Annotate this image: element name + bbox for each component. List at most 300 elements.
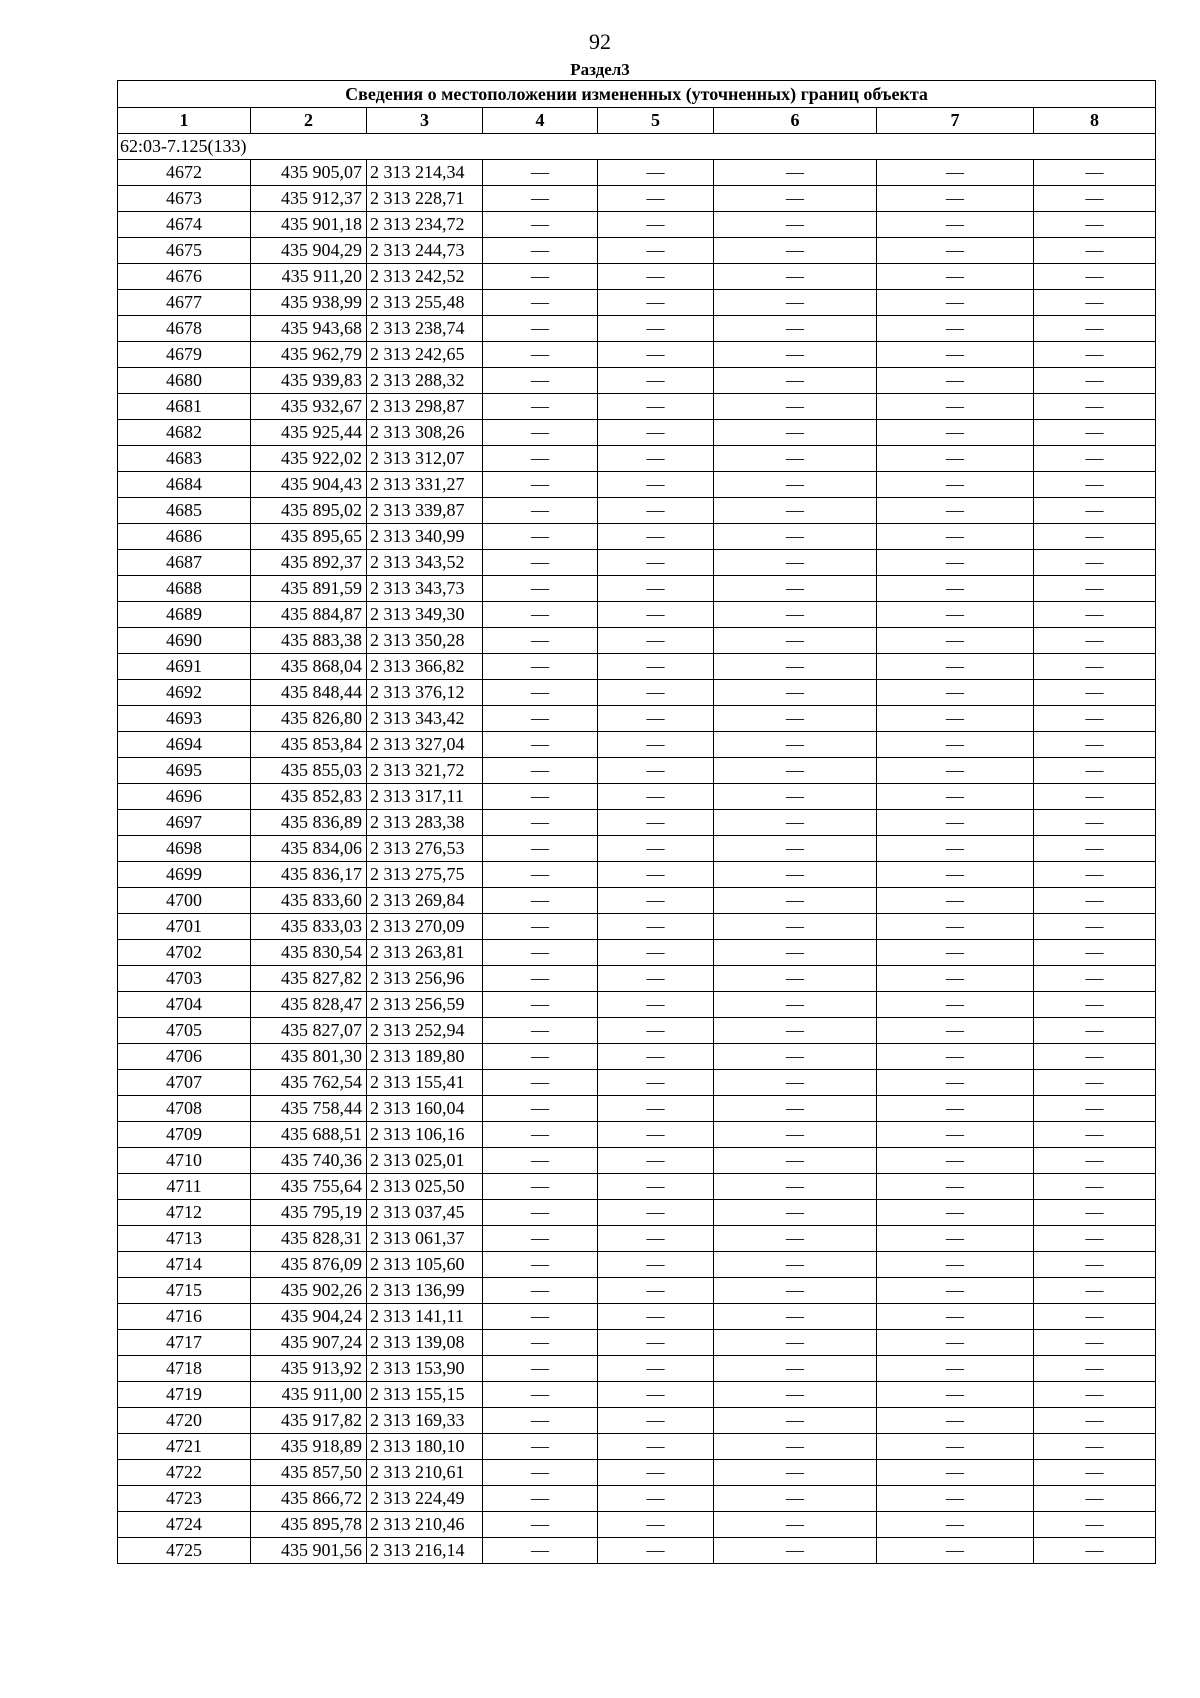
empty-mark: — xyxy=(598,992,714,1018)
point-number: 4672 xyxy=(118,160,251,186)
empty-mark: — xyxy=(1034,264,1156,290)
table-row xyxy=(118,1486,1156,1512)
coord-x: 435 762,54 xyxy=(251,1070,367,1096)
empty-mark: — xyxy=(483,1434,598,1460)
empty-mark: — xyxy=(598,1538,714,1564)
empty-mark: — xyxy=(877,1070,1034,1096)
point-number: 4686 xyxy=(118,524,251,550)
point-number: 4722 xyxy=(118,1460,251,1486)
table-body xyxy=(118,134,1156,1564)
column-header-1: 1 xyxy=(118,108,251,134)
empty-mark: — xyxy=(877,238,1034,264)
point-number: 4711 xyxy=(118,1174,251,1200)
coord-y: 2 313 216,14 xyxy=(367,1538,483,1564)
point-number: 4692 xyxy=(118,680,251,706)
empty-mark: — xyxy=(598,186,714,212)
empty-mark: — xyxy=(1034,1330,1156,1356)
point-number: 4702 xyxy=(118,940,251,966)
empty-mark: — xyxy=(1034,1356,1156,1382)
coord-y: 2 313 270,09 xyxy=(367,914,483,940)
coord-y: 2 313 350,28 xyxy=(367,628,483,654)
empty-mark: — xyxy=(1034,1486,1156,1512)
empty-mark: — xyxy=(1034,914,1156,940)
empty-mark: — xyxy=(877,186,1034,212)
coordinates-table xyxy=(117,80,1156,1564)
empty-mark: — xyxy=(714,394,877,420)
empty-mark: — xyxy=(598,784,714,810)
coord-y: 2 313 283,38 xyxy=(367,810,483,836)
empty-mark: — xyxy=(598,394,714,420)
empty-mark: — xyxy=(483,1382,598,1408)
coord-y: 2 313 242,52 xyxy=(367,264,483,290)
empty-mark: — xyxy=(598,810,714,836)
empty-mark: — xyxy=(483,1512,598,1538)
empty-mark: — xyxy=(877,498,1034,524)
coord-y: 2 313 214,34 xyxy=(367,160,483,186)
coord-y: 2 313 037,45 xyxy=(367,1200,483,1226)
point-number: 4674 xyxy=(118,212,251,238)
empty-mark: — xyxy=(714,1044,877,1070)
table-row xyxy=(118,1434,1156,1460)
empty-mark: — xyxy=(877,472,1034,498)
empty-mark: — xyxy=(1034,160,1156,186)
empty-mark: — xyxy=(483,1044,598,1070)
coord-x: 435 911,00 xyxy=(251,1382,367,1408)
table-row xyxy=(118,680,1156,706)
empty-mark: — xyxy=(714,160,877,186)
empty-mark: — xyxy=(877,316,1034,342)
empty-mark: — xyxy=(877,368,1034,394)
table-row xyxy=(118,1356,1156,1382)
table-row xyxy=(118,1278,1156,1304)
empty-mark: — xyxy=(1034,550,1156,576)
point-number: 4725 xyxy=(118,1538,251,1564)
empty-mark: — xyxy=(1034,1148,1156,1174)
empty-mark: — xyxy=(714,1382,877,1408)
coord-y: 2 313 238,74 xyxy=(367,316,483,342)
empty-mark: — xyxy=(1034,368,1156,394)
empty-mark: — xyxy=(1034,186,1156,212)
coord-y: 2 313 366,82 xyxy=(367,654,483,680)
empty-mark: — xyxy=(877,212,1034,238)
empty-mark: — xyxy=(1034,940,1156,966)
empty-mark: — xyxy=(483,654,598,680)
empty-mark: — xyxy=(1034,628,1156,654)
empty-mark: — xyxy=(598,420,714,446)
table-row xyxy=(118,1070,1156,1096)
point-number: 4683 xyxy=(118,446,251,472)
empty-mark: — xyxy=(598,1512,714,1538)
coord-y: 2 313 298,87 xyxy=(367,394,483,420)
coord-x: 435 938,99 xyxy=(251,290,367,316)
point-number: 4690 xyxy=(118,628,251,654)
empty-mark: — xyxy=(877,966,1034,992)
coord-y: 2 313 327,04 xyxy=(367,732,483,758)
empty-mark: — xyxy=(483,1226,598,1252)
empty-mark: — xyxy=(877,1044,1034,1070)
empty-mark: — xyxy=(483,1408,598,1434)
coord-x: 435 895,78 xyxy=(251,1512,367,1538)
empty-mark: — xyxy=(877,1148,1034,1174)
empty-mark: — xyxy=(877,1512,1034,1538)
point-number: 4689 xyxy=(118,602,251,628)
empty-mark: — xyxy=(877,836,1034,862)
empty-mark: — xyxy=(714,628,877,654)
empty-mark: — xyxy=(483,368,598,394)
empty-mark: — xyxy=(483,550,598,576)
empty-mark: — xyxy=(877,1434,1034,1460)
empty-mark: — xyxy=(1034,524,1156,550)
empty-mark: — xyxy=(598,758,714,784)
table-row xyxy=(118,316,1156,342)
empty-mark: — xyxy=(598,680,714,706)
coord-x: 435 866,72 xyxy=(251,1486,367,1512)
coord-x: 435 904,29 xyxy=(251,238,367,264)
coord-x: 435 758,44 xyxy=(251,1096,367,1122)
table-row xyxy=(118,264,1156,290)
coord-x: 435 925,44 xyxy=(251,420,367,446)
empty-mark: — xyxy=(714,784,877,810)
empty-mark: — xyxy=(483,992,598,1018)
table-row xyxy=(118,1174,1156,1200)
coord-y: 2 313 252,94 xyxy=(367,1018,483,1044)
table-row xyxy=(118,1122,1156,1148)
coord-x: 435 755,64 xyxy=(251,1174,367,1200)
coord-x: 435 827,07 xyxy=(251,1018,367,1044)
empty-mark: — xyxy=(598,446,714,472)
coord-y: 2 313 228,71 xyxy=(367,186,483,212)
point-number: 4717 xyxy=(118,1330,251,1356)
empty-mark: — xyxy=(483,1252,598,1278)
table-row xyxy=(118,1304,1156,1330)
point-number: 4706 xyxy=(118,1044,251,1070)
empty-mark: — xyxy=(1034,758,1156,784)
empty-mark: — xyxy=(877,732,1034,758)
empty-mark: — xyxy=(483,810,598,836)
empty-mark: — xyxy=(598,1122,714,1148)
empty-mark: — xyxy=(483,1096,598,1122)
empty-mark: — xyxy=(714,342,877,368)
empty-mark: — xyxy=(877,992,1034,1018)
coord-x: 435 901,56 xyxy=(251,1538,367,1564)
empty-mark: — xyxy=(483,940,598,966)
object-id-row xyxy=(118,134,1156,160)
point-number: 4695 xyxy=(118,758,251,784)
empty-mark: — xyxy=(483,342,598,368)
empty-mark: — xyxy=(483,1122,598,1148)
empty-mark: — xyxy=(1034,1382,1156,1408)
point-number: 4701 xyxy=(118,914,251,940)
coord-y: 2 313 153,90 xyxy=(367,1356,483,1382)
empty-mark: — xyxy=(1034,1538,1156,1564)
empty-mark: — xyxy=(714,654,877,680)
table-row xyxy=(118,550,1156,576)
table-row xyxy=(118,1200,1156,1226)
table-row xyxy=(118,160,1156,186)
empty-mark: — xyxy=(483,186,598,212)
point-number: 4724 xyxy=(118,1512,251,1538)
empty-mark: — xyxy=(714,914,877,940)
empty-mark: — xyxy=(598,1330,714,1356)
empty-mark: — xyxy=(714,888,877,914)
empty-mark: — xyxy=(714,706,877,732)
empty-mark: — xyxy=(714,680,877,706)
empty-mark: — xyxy=(1034,680,1156,706)
empty-mark: — xyxy=(1034,342,1156,368)
coord-y: 2 313 106,16 xyxy=(367,1122,483,1148)
empty-mark: — xyxy=(483,888,598,914)
table-row xyxy=(118,1018,1156,1044)
coord-x: 435 826,80 xyxy=(251,706,367,732)
object-id: 62:03-7.125(133) xyxy=(118,134,1156,160)
coord-y: 2 313 234,72 xyxy=(367,212,483,238)
point-number: 4704 xyxy=(118,992,251,1018)
empty-mark: — xyxy=(877,550,1034,576)
coord-x: 435 833,03 xyxy=(251,914,367,940)
table-row xyxy=(118,420,1156,446)
table-row xyxy=(118,1096,1156,1122)
empty-mark: — xyxy=(1034,576,1156,602)
empty-mark: — xyxy=(598,1070,714,1096)
table-row xyxy=(118,342,1156,368)
table-row xyxy=(118,238,1156,264)
coord-x: 435 836,89 xyxy=(251,810,367,836)
empty-mark: — xyxy=(483,758,598,784)
table-row xyxy=(118,186,1156,212)
empty-mark: — xyxy=(483,1174,598,1200)
empty-mark: — xyxy=(714,550,877,576)
coord-x: 435 828,31 xyxy=(251,1226,367,1252)
table-row xyxy=(118,212,1156,238)
column-header-3: 3 xyxy=(367,108,483,134)
coord-x: 435 852,83 xyxy=(251,784,367,810)
empty-mark: — xyxy=(598,732,714,758)
table-row xyxy=(118,1460,1156,1486)
point-number: 4676 xyxy=(118,264,251,290)
empty-mark: — xyxy=(483,1278,598,1304)
empty-mark: — xyxy=(877,1174,1034,1200)
coord-x: 435 907,24 xyxy=(251,1330,367,1356)
table-row xyxy=(118,758,1156,784)
empty-mark: — xyxy=(877,784,1034,810)
empty-mark: — xyxy=(714,316,877,342)
coord-x: 435 922,02 xyxy=(251,446,367,472)
point-number: 4710 xyxy=(118,1148,251,1174)
empty-mark: — xyxy=(598,706,714,732)
coord-x: 435 827,82 xyxy=(251,966,367,992)
empty-mark: — xyxy=(714,576,877,602)
coord-x: 435 853,84 xyxy=(251,732,367,758)
empty-mark: — xyxy=(483,706,598,732)
table-row xyxy=(118,836,1156,862)
table-row xyxy=(118,1330,1156,1356)
table-row xyxy=(118,732,1156,758)
coord-y: 2 313 025,50 xyxy=(367,1174,483,1200)
empty-mark: — xyxy=(877,1122,1034,1148)
coord-x: 435 891,59 xyxy=(251,576,367,602)
point-number: 4680 xyxy=(118,368,251,394)
empty-mark: — xyxy=(1034,498,1156,524)
coord-x: 435 884,87 xyxy=(251,602,367,628)
empty-mark: — xyxy=(714,1538,877,1564)
point-number: 4713 xyxy=(118,1226,251,1252)
coord-x: 435 905,07 xyxy=(251,160,367,186)
table-row xyxy=(118,628,1156,654)
empty-mark: — xyxy=(714,602,877,628)
empty-mark: — xyxy=(1034,1304,1156,1330)
table-row xyxy=(118,1044,1156,1070)
coord-y: 2 313 224,49 xyxy=(367,1486,483,1512)
empty-mark: — xyxy=(598,914,714,940)
empty-mark: — xyxy=(877,264,1034,290)
empty-mark: — xyxy=(714,1434,877,1460)
empty-mark: — xyxy=(877,1486,1034,1512)
empty-mark: — xyxy=(714,238,877,264)
empty-mark: — xyxy=(483,524,598,550)
coord-y: 2 313 343,73 xyxy=(367,576,483,602)
coord-y: 2 313 256,96 xyxy=(367,966,483,992)
coord-y: 2 313 312,07 xyxy=(367,446,483,472)
empty-mark: — xyxy=(714,1174,877,1200)
empty-mark: — xyxy=(714,1148,877,1174)
column-header-4: 4 xyxy=(483,108,598,134)
empty-mark: — xyxy=(877,602,1034,628)
column-header-8: 8 xyxy=(1034,108,1156,134)
empty-mark: — xyxy=(483,446,598,472)
empty-mark: — xyxy=(714,1356,877,1382)
point-number: 4678 xyxy=(118,316,251,342)
table-row xyxy=(118,1382,1156,1408)
coord-y: 2 313 255,48 xyxy=(367,290,483,316)
empty-mark: — xyxy=(483,1460,598,1486)
empty-mark: — xyxy=(1034,1018,1156,1044)
empty-mark: — xyxy=(877,914,1034,940)
coord-x: 435 892,37 xyxy=(251,550,367,576)
empty-mark: — xyxy=(877,680,1034,706)
coord-y: 2 313 321,72 xyxy=(367,758,483,784)
coord-y: 2 313 276,53 xyxy=(367,836,483,862)
empty-mark: — xyxy=(877,1330,1034,1356)
empty-mark: — xyxy=(877,1018,1034,1044)
point-number: 4693 xyxy=(118,706,251,732)
point-number: 4682 xyxy=(118,420,251,446)
empty-mark: — xyxy=(598,654,714,680)
coord-x: 435 962,79 xyxy=(251,342,367,368)
empty-mark: — xyxy=(714,810,877,836)
column-header-7: 7 xyxy=(877,108,1034,134)
empty-mark: — xyxy=(598,1018,714,1044)
point-number: 4708 xyxy=(118,1096,251,1122)
empty-mark: — xyxy=(1034,238,1156,264)
point-number: 4675 xyxy=(118,238,251,264)
empty-mark: — xyxy=(598,940,714,966)
table-row xyxy=(118,940,1156,966)
table-row xyxy=(118,966,1156,992)
empty-mark: — xyxy=(483,238,598,264)
empty-mark: — xyxy=(877,1356,1034,1382)
empty-mark: — xyxy=(877,160,1034,186)
empty-mark: — xyxy=(714,862,877,888)
table-row xyxy=(118,498,1156,524)
empty-mark: — xyxy=(1034,706,1156,732)
empty-mark: — xyxy=(877,1278,1034,1304)
empty-mark: — xyxy=(877,1200,1034,1226)
table-row xyxy=(118,1226,1156,1252)
empty-mark: — xyxy=(598,264,714,290)
empty-mark: — xyxy=(714,1460,877,1486)
empty-mark: — xyxy=(598,1434,714,1460)
empty-mark: — xyxy=(598,1200,714,1226)
coord-x: 435 834,06 xyxy=(251,836,367,862)
coord-x: 435 855,03 xyxy=(251,758,367,784)
point-number: 4719 xyxy=(118,1382,251,1408)
empty-mark: — xyxy=(1034,290,1156,316)
point-number: 4681 xyxy=(118,394,251,420)
empty-mark: — xyxy=(598,1174,714,1200)
point-number: 4687 xyxy=(118,550,251,576)
point-number: 4679 xyxy=(118,342,251,368)
point-number: 4691 xyxy=(118,654,251,680)
point-number: 4673 xyxy=(118,186,251,212)
empty-mark: — xyxy=(714,420,877,446)
empty-mark: — xyxy=(1034,992,1156,1018)
table-row xyxy=(118,394,1156,420)
empty-mark: — xyxy=(1034,602,1156,628)
empty-mark: — xyxy=(1034,1460,1156,1486)
empty-mark: — xyxy=(877,862,1034,888)
empty-mark: — xyxy=(1034,1070,1156,1096)
empty-mark: — xyxy=(714,1304,877,1330)
empty-mark: — xyxy=(483,1200,598,1226)
column-header-5: 5 xyxy=(598,108,714,134)
coord-x: 435 801,30 xyxy=(251,1044,367,1070)
table-row xyxy=(118,472,1156,498)
coord-y: 2 313 105,60 xyxy=(367,1252,483,1278)
empty-mark: — xyxy=(1034,394,1156,420)
empty-mark: — xyxy=(483,966,598,992)
coord-y: 2 313 263,81 xyxy=(367,940,483,966)
coord-y: 2 313 339,87 xyxy=(367,498,483,524)
empty-mark: — xyxy=(483,602,598,628)
coord-x: 435 836,17 xyxy=(251,862,367,888)
empty-mark: — xyxy=(714,1018,877,1044)
empty-mark: — xyxy=(714,1200,877,1226)
empty-mark: — xyxy=(877,654,1034,680)
empty-mark: — xyxy=(598,212,714,238)
coord-y: 2 313 155,15 xyxy=(367,1382,483,1408)
empty-mark: — xyxy=(1034,966,1156,992)
empty-mark: — xyxy=(1034,1512,1156,1538)
coord-y: 2 313 256,59 xyxy=(367,992,483,1018)
empty-mark: — xyxy=(877,1226,1034,1252)
coord-y: 2 313 308,26 xyxy=(367,420,483,446)
coord-x: 435 740,36 xyxy=(251,1148,367,1174)
empty-mark: — xyxy=(598,1408,714,1434)
empty-mark: — xyxy=(598,524,714,550)
empty-mark: — xyxy=(1034,888,1156,914)
empty-mark: — xyxy=(598,316,714,342)
coord-y: 2 313 160,04 xyxy=(367,1096,483,1122)
empty-mark: — xyxy=(598,628,714,654)
empty-mark: — xyxy=(483,160,598,186)
coord-y: 2 313 343,42 xyxy=(367,706,483,732)
coord-y: 2 313 189,80 xyxy=(367,1044,483,1070)
empty-mark: — xyxy=(714,1330,877,1356)
empty-mark: — xyxy=(877,758,1034,784)
coord-x: 435 830,54 xyxy=(251,940,367,966)
coord-y: 2 313 136,99 xyxy=(367,1278,483,1304)
empty-mark: — xyxy=(598,1356,714,1382)
